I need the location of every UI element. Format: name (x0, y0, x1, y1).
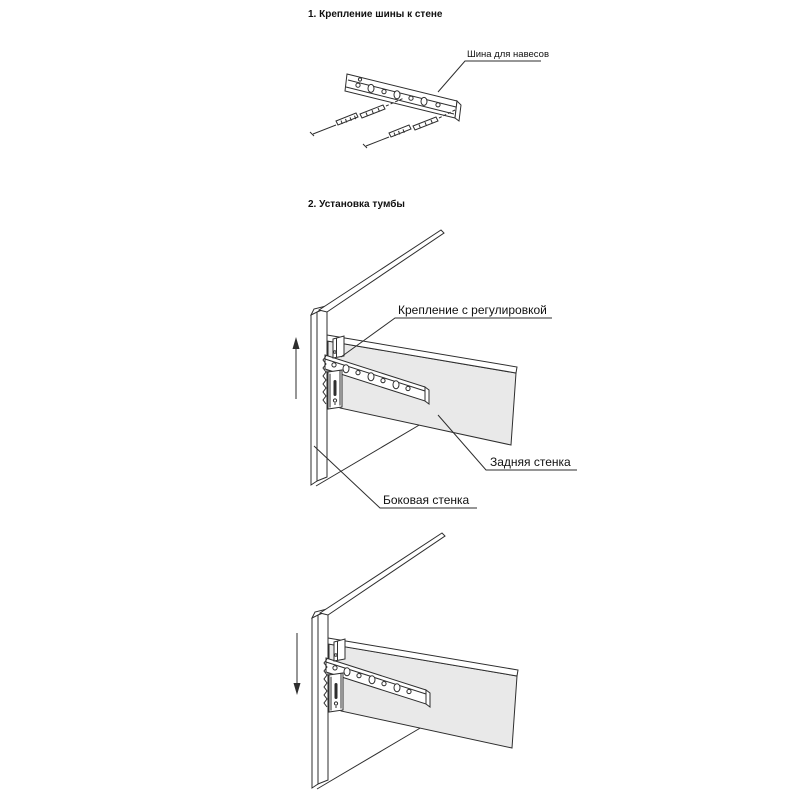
rail-label: Шина для навесов (467, 49, 549, 60)
rail-leader-line (438, 61, 541, 92)
side-wall-label: Боковая стенка (383, 493, 470, 507)
cabinet-hanging-figure-down (294, 533, 519, 789)
up-arrow-icon (293, 337, 300, 399)
back-wall-label: Задняя стенка (490, 455, 571, 469)
step1-heading: 1. Крепление шины к стене (308, 9, 443, 20)
step2-heading: 2. Установка тумбы (308, 199, 405, 210)
cabinet-hanging-figure-up (293, 230, 578, 508)
screw-and-dowel (363, 110, 455, 148)
down-arrow-icon (294, 633, 301, 695)
rail-mounting-figure (310, 49, 549, 148)
screw-and-dowel (310, 98, 404, 136)
bracket-label: Крепление с регулировкой (398, 303, 547, 317)
